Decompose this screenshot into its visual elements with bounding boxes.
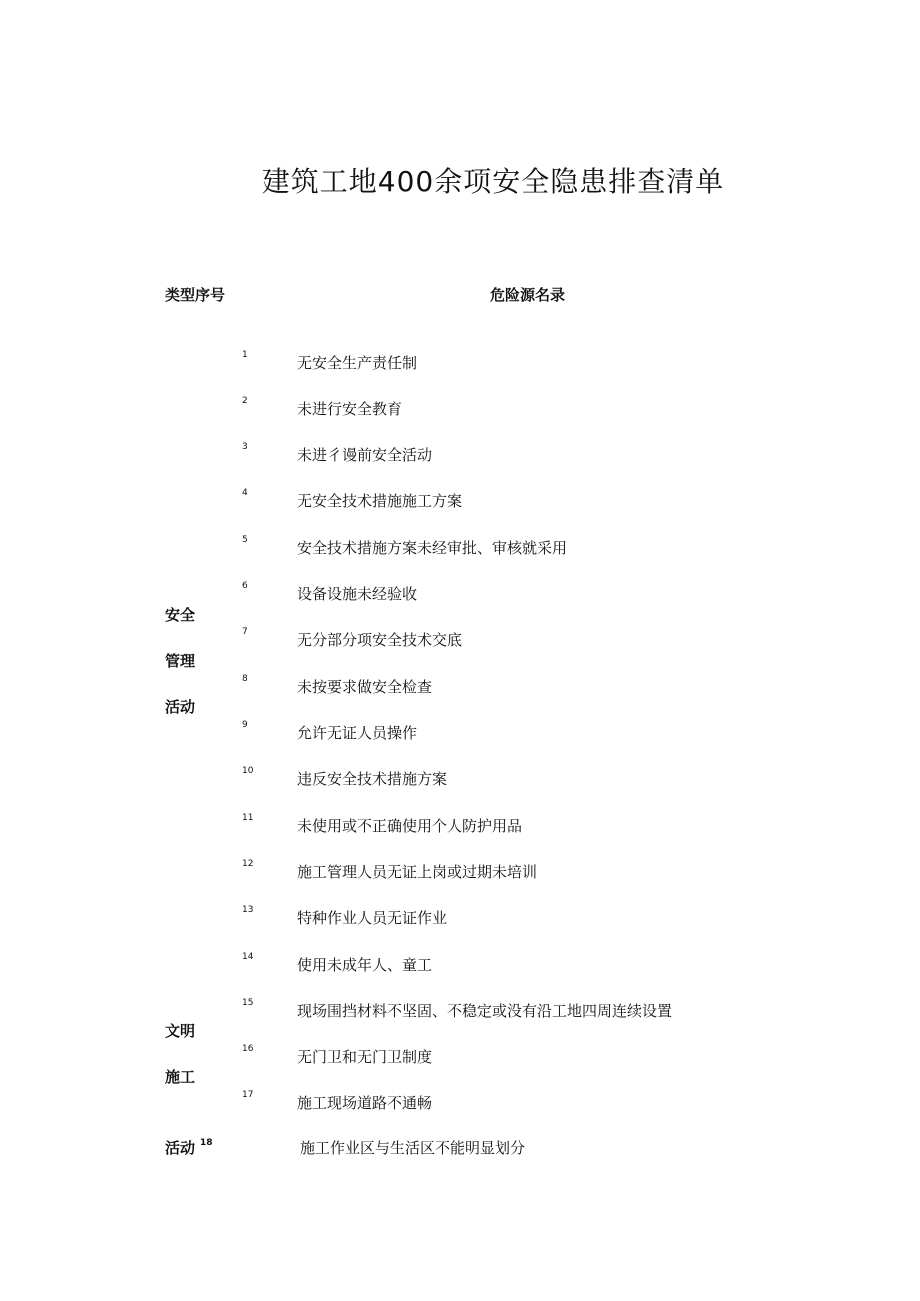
list-item xyxy=(0,1090,920,1114)
item-text: 使用未成年人、童工 xyxy=(297,956,433,974)
item-number: 16 xyxy=(242,1044,254,1054)
list-item xyxy=(0,627,920,651)
item-text: 未按要求做安全检查 xyxy=(297,678,433,696)
list-item xyxy=(0,813,920,837)
document-title: 建筑工地400余项安全隐患排查清单 xyxy=(261,165,725,198)
item-number: 8 xyxy=(242,674,248,684)
item-text: 无安全生产责任制 xyxy=(297,354,418,372)
item-number: 3 xyxy=(242,442,248,452)
list-item xyxy=(0,1044,920,1068)
category-label-safety-3: 活动 xyxy=(165,698,196,716)
list-item xyxy=(0,674,920,698)
item-number: 5 xyxy=(242,535,248,545)
list-item xyxy=(0,952,920,976)
category-label-civil-1: 文明 xyxy=(165,1022,196,1040)
item-text: 设备设施未经验收 xyxy=(297,585,418,603)
item-text: 安全技术措施方案未经审批、审核就采用 xyxy=(297,539,568,557)
category-label-civil-2: 施工 xyxy=(165,1068,196,1086)
category-label-safety-2: 管理 xyxy=(165,652,196,670)
item-number: 12 xyxy=(242,859,254,869)
list-item xyxy=(0,905,920,929)
list-item xyxy=(0,998,920,1022)
item-number: 14 xyxy=(242,952,254,962)
item-text: 无分部分项安全技术交底 xyxy=(297,631,463,649)
list-item xyxy=(0,859,920,883)
item-number: 11 xyxy=(242,813,254,823)
item-number: 7 xyxy=(242,627,248,637)
item-number: 9 xyxy=(242,720,248,730)
list-item xyxy=(0,396,920,420)
item-text: 违反安全技术措施方案 xyxy=(297,770,448,788)
item-text: 未使用或不正确使用个人防护用品 xyxy=(297,817,523,835)
item-number: 4 xyxy=(242,488,248,498)
column-header-type-seq: 类型序号 xyxy=(165,286,226,304)
item-number: 2 xyxy=(242,396,248,406)
category-label-civil-3: 活动 xyxy=(165,1139,196,1157)
item-text: 未进行安全教育 xyxy=(297,400,403,418)
list-item xyxy=(0,535,920,559)
item-text: 施工管理人员无证上岗或过期未培训 xyxy=(297,863,538,881)
list-item xyxy=(0,720,920,744)
item-number: 6 xyxy=(242,581,248,591)
item-text: 施工作业区与生活区不能明显划分 xyxy=(300,1139,526,1157)
item-number: 1 xyxy=(242,350,248,360)
list-item xyxy=(0,766,920,790)
item-number: 15 xyxy=(242,998,254,1008)
item-text: 施工现场道路不通畅 xyxy=(297,1094,433,1112)
list-item xyxy=(0,350,920,374)
list-item xyxy=(0,488,920,512)
list-item xyxy=(0,581,920,605)
item-number: 18 xyxy=(200,1138,213,1148)
column-header-hazard-name: 危险源名录 xyxy=(490,286,566,304)
item-number: 10 xyxy=(242,766,254,776)
item-text: 允许无证人员操作 xyxy=(297,724,418,742)
item-text: 现场围挡材料不坚固、不稳定或没有沿工地四周连续设置 xyxy=(297,1002,673,1020)
item-text: 无安全技术措施施工方案 xyxy=(297,492,463,510)
item-number: 17 xyxy=(242,1090,254,1100)
list-item xyxy=(0,442,920,466)
item-text: 未进彳谩前安全活动 xyxy=(297,446,433,464)
category-label-safety-1: 安全 xyxy=(165,606,196,624)
item-number: 13 xyxy=(242,905,254,915)
item-text: 无门卫和无门卫制度 xyxy=(297,1048,433,1066)
item-text: 特种作业人员无证作业 xyxy=(297,909,448,927)
